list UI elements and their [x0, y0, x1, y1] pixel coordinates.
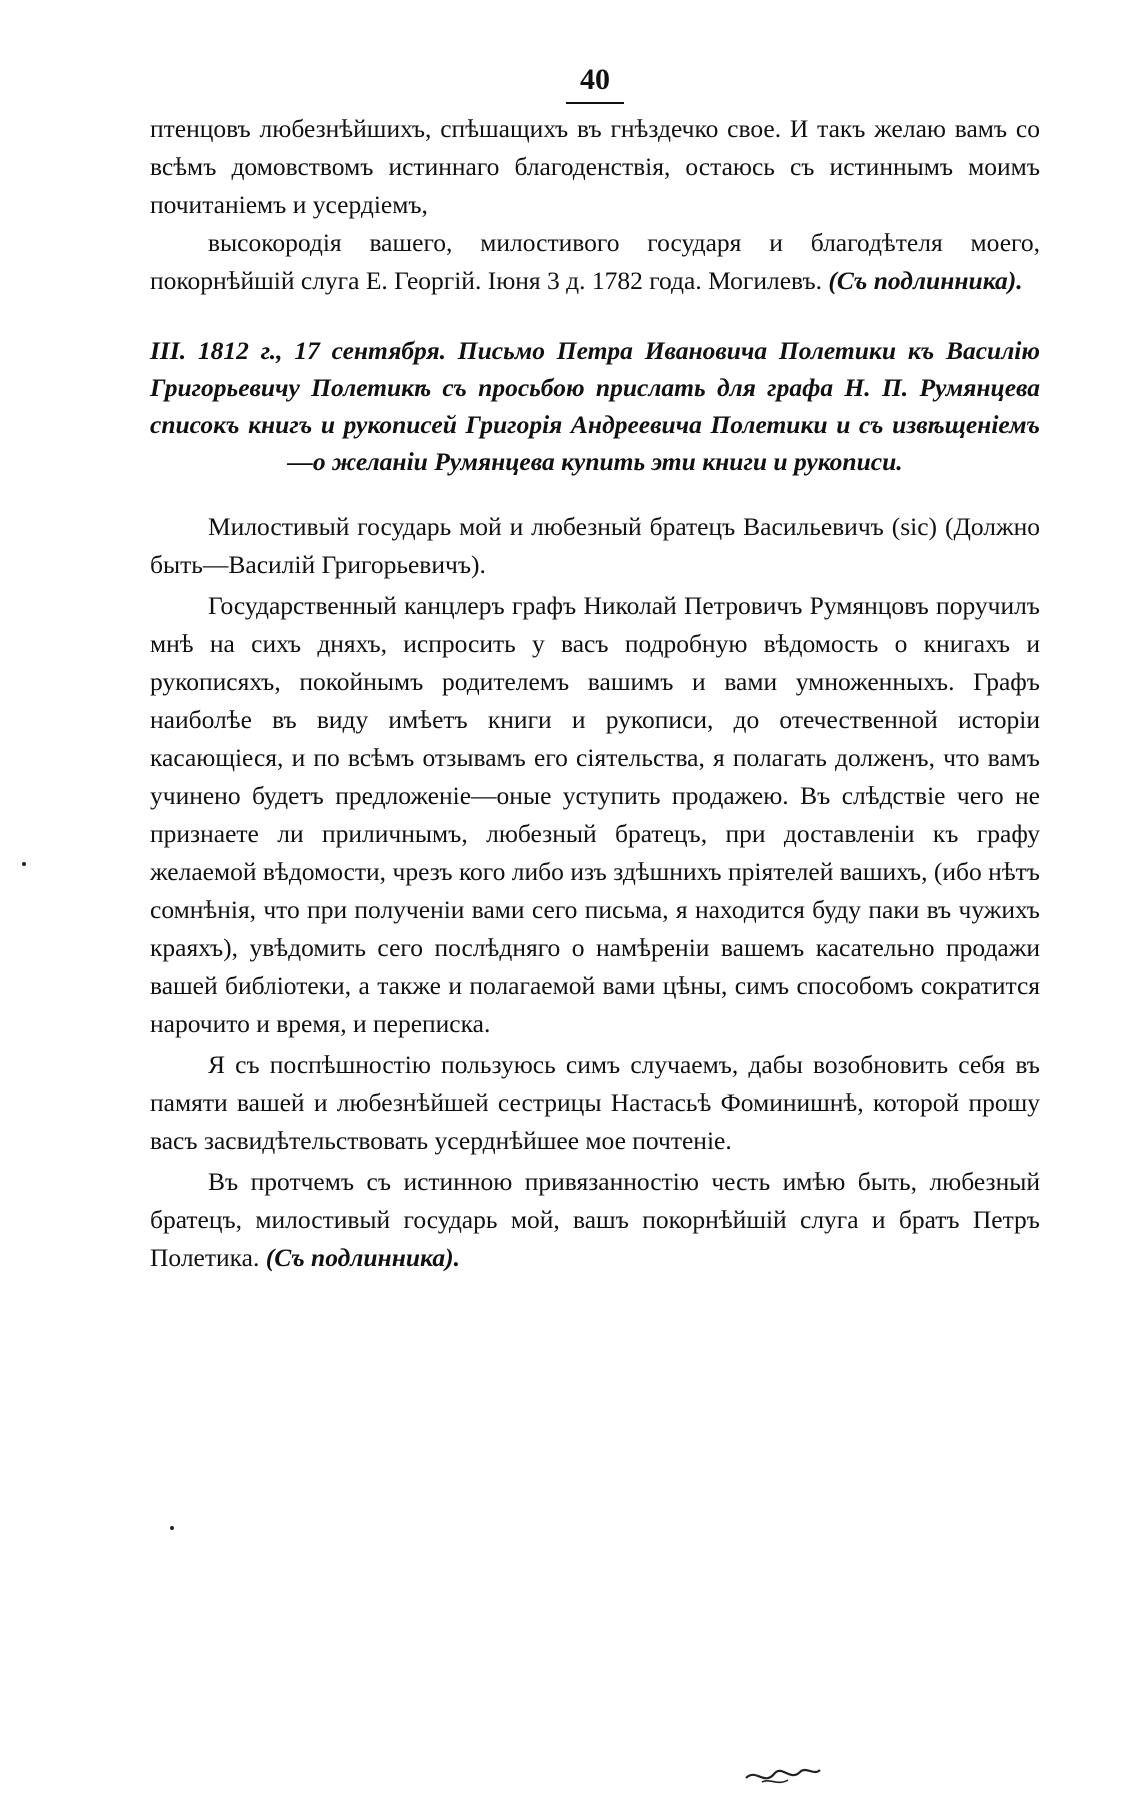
paragraph-previous-letter-end: птенцовъ любезнѣйшихъ, спѣшащихъ въ гнѣздечко свое. И такъ желаю вамъ со всѣмъ домовствомъ истиннаго благоденствія, остаюсь съ истиннымъ моимъ почитаніемъ и усердіемъ, — [150, 114, 1040, 219]
paragraph-salutation: Милостивый государь мой и любезный братецъ Васильевичъ (sic) (Должно быть—Василій Григорьевичъ). — [150, 512, 1040, 579]
source-note: (Съ подлинника). — [265, 1243, 460, 1272]
paragraph-body: Государственный канцлеръ графъ Николай Петровичъ Румянцовъ поручилъ мнѣ на сихъ дняхъ, испросить у васъ подробную вѣдомость о книгахъ и рукописяхъ, покойнымъ родителемъ вашимъ и вами умноженныхъ. Графъ наиболѣе въ виду имѣетъ книги и рукописи, до отечественной исторіи касающіеся, и по всѣмъ отзывамъ его сіятельства, я полагать долженъ, что вамъ учинено будетъ предложеніе—оные уступить продажею. Въ слѣдствіе чего не признаете ли приличнымъ, любезный братецъ, при доставленіи къ графу желаемой вѣдомости, чрезъ кого либо изъ здѣшнихъ пріятелей вашихъ, (ибо нѣтъ сомнѣнія, что при полученіи вами сего письма, я находится буду паки въ чужихъ краяхъ), увѣдомить сего послѣдняго о намѣреніи вашемъ касательно продажи вашей библіотеки, а также и полагаемой вами цѣны, симъ способомъ сократится нарочито и время, и переписка. — [150, 591, 1040, 1038]
page-number: 40 — [150, 60, 1040, 104]
paragraph-closing — [150, 1163, 1040, 1277]
signature-text: высокородія вашего, милостивого государя и благодѣтеля моего, покорнѣйшій слуга Е. Георгій. Іюня 3 д. 1782 года. Могилевъ. — [150, 228, 1040, 295]
paragraph-body: Я съ поспѣшностію пользуюсь симъ случаемъ, дабы возобновить себя въ памяти вашей и любезнѣйшей сестрицы Настасьѣ Фоминишнѣ, которой прошу васъ засвидѣтельствовать усерднѣйшее мое почтеніе. — [150, 1050, 1040, 1155]
paragraph-signature — [150, 224, 1040, 300]
closing-text: Въ протчемъ съ истинною привязанностію честь имѣю быть, любезный братецъ, милостивый государь мой, вашъ покорнѣйшій слуга и братъ Петръ Полетика. — [150, 1167, 1040, 1272]
print-speck — [170, 1526, 174, 1530]
source-note: (Съ подлинника). — [828, 266, 1023, 295]
document-page — [150, 60, 1040, 1277]
letter-heading: III. 1812 г., 17 сентября. Письмо Петра Ивановича Полетики къ Василію Григорьевичу Полетикѣ съ просьбою прислать для графа Н. П. Румянцева списокъ книгъ и рукописей Григорія Андреевича Полетики и съ извѣщеніемъ—о желаніи Румянцева купить эти книги и рукописи. — [150, 336, 1040, 476]
print-speck — [22, 862, 26, 866]
ornament-flourish-icon — [742, 1760, 822, 1790]
